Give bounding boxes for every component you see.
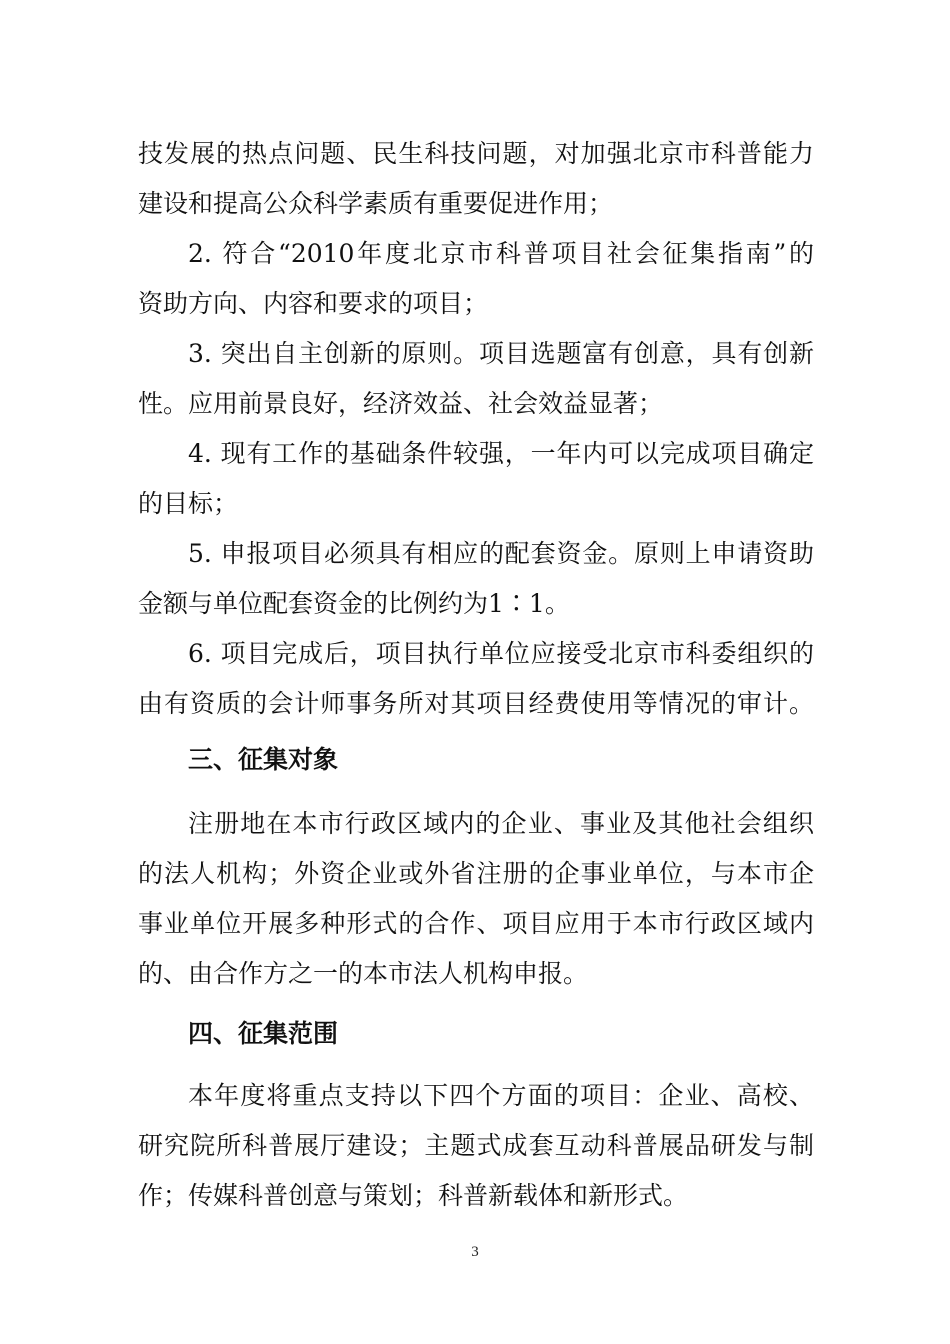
body-text-line: 性。应用前景良好，经济效益、社会效益显著； xyxy=(138,389,664,418)
list-item-4: 4. 现有工作的基础条件较强，一年内可以完成项目确定 xyxy=(188,439,814,468)
list-item-6: 6. 项目完成后，项目执行单位应接受北京市科委组织的 xyxy=(188,639,814,668)
section-3-paragraph-line: 事业单位开展多种形式的合作、项目应用于本市行政区域内 xyxy=(138,909,814,938)
page-number: 3 xyxy=(471,1244,479,1260)
section-3-paragraph-line: 注册地在本市行政区域内的企业、事业及其他社会组织 xyxy=(188,809,814,838)
body-text-line: 的目标； xyxy=(138,489,239,518)
body-text-line: 建设和提高公众科学素质有重要促进作用； xyxy=(138,189,614,218)
section-4-paragraph-line: 作；传媒科普创意与策划；科普新载体和新形式。 xyxy=(138,1181,689,1210)
body-text-line: 由有资质的会计师事务所对其项目经费使用等情况的审计。 xyxy=(138,689,814,718)
section-3-paragraph-line: 的法人机构；外资企业或外省注册的企事业单位，与本市企 xyxy=(138,859,814,888)
section-heading-3: 三、征集对象 xyxy=(188,745,339,774)
body-text-line: 金额与单位配套资金的比例约为1∶1。 xyxy=(138,589,570,618)
body-text-line: 技发展的热点问题、民生科技问题，对加强北京市科普能力 xyxy=(138,139,814,168)
body-text-line: 资助方向、内容和要求的项目； xyxy=(138,289,489,318)
section-3-paragraph-line: 的、由合作方之一的本市法人机构申报。 xyxy=(138,959,589,988)
section-heading-4: 四、征集范围 xyxy=(188,1019,339,1048)
list-item-2: 2. 符合“2010年度北京市科普项目社会征集指南”的 xyxy=(188,239,814,268)
list-item-3: 3. 突出自主创新的原则。项目选题富有创意，具有创新 xyxy=(188,339,814,368)
section-4-paragraph-line: 本年度将重点支持以下四个方面的项目：企业、高校、 xyxy=(188,1081,814,1110)
section-4-paragraph-line: 研究院所科普展厅建设；主题式成套互动科普展品研发与制 xyxy=(138,1131,814,1160)
list-item-5: 5. 申报项目必须具有相应的配套资金。原则上申请资助 xyxy=(188,539,814,568)
